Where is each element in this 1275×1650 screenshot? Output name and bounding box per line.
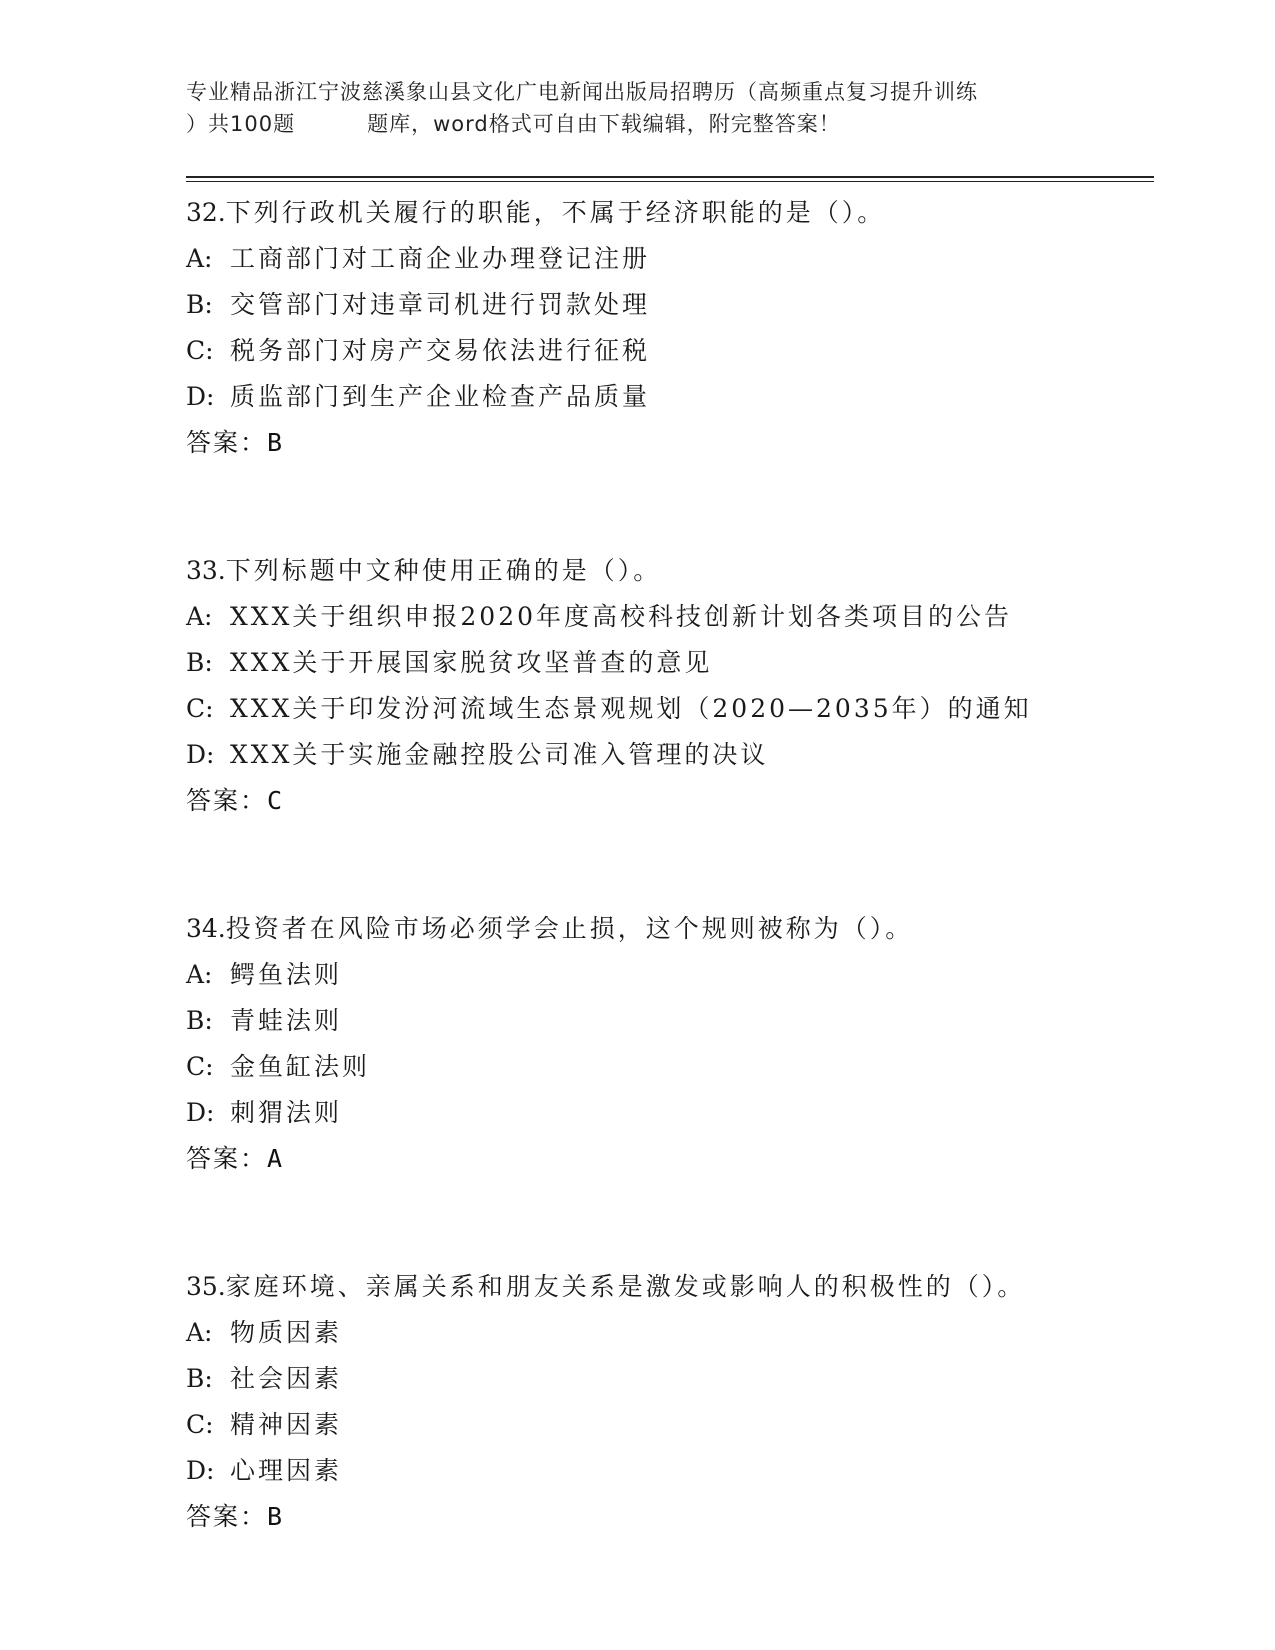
option-d <box>186 732 1146 778</box>
answer-value: C <box>267 786 285 815</box>
answer-prefix: 答案： <box>186 428 268 457</box>
option-b <box>186 998 1146 1044</box>
option-label: A: <box>186 602 213 631</box>
option-text: 社会因素 <box>230 1364 343 1393</box>
option-label: B: <box>186 1364 213 1393</box>
option-text: 刺猬法则 <box>230 1098 343 1127</box>
question-stem <box>186 1264 1146 1310</box>
option-text: XXX关于开展国家脱贫攻坚普查的意见 <box>230 648 713 677</box>
option-c <box>186 1044 1146 1090</box>
question-number: 33. <box>186 556 226 585</box>
option-text: 交管部门对违章司机进行罚款处理 <box>230 290 651 319</box>
option-b <box>186 282 1146 328</box>
question-stem <box>186 190 1146 236</box>
answer-value: B <box>267 428 285 457</box>
document-header <box>186 76 1086 140</box>
answer-value: B <box>267 1502 285 1531</box>
option-text: 质监部门到生产企业检查产品质量 <box>230 382 651 411</box>
question-33 <box>186 548 1146 824</box>
option-label: B: <box>186 648 213 677</box>
answer-prefix: 答案： <box>186 1502 268 1531</box>
answer-line <box>186 778 1146 824</box>
question-text: 下列标题中文种使用正确的是（）。 <box>225 556 662 585</box>
option-d <box>186 374 1146 420</box>
option-a <box>186 1310 1146 1356</box>
option-label: A: <box>186 244 213 273</box>
option-label: D: <box>186 1098 215 1127</box>
option-text: XXX关于印发汾河流域生态景观规划（2020—2035年）的通知 <box>230 694 1032 723</box>
header-line-2-part-b: 题库，word格式可自由下载编辑，附完整答案！ <box>367 112 841 136</box>
question-34 <box>186 906 1146 1182</box>
option-text: 心理因素 <box>230 1456 343 1485</box>
option-label: A: <box>186 1318 213 1347</box>
option-text: 精神因素 <box>230 1410 343 1439</box>
option-label: C: <box>186 694 214 723</box>
option-text: 税务部门对房产交易依法进行征税 <box>230 336 651 365</box>
option-label: C: <box>186 1052 214 1081</box>
option-d <box>186 1448 1146 1494</box>
option-label: D: <box>186 382 215 411</box>
answer-line <box>186 420 1146 466</box>
option-label: B: <box>186 1006 213 1035</box>
question-text: 投资者在风险市场必须学会止损，这个规则被称为（）。 <box>225 914 914 943</box>
answer-prefix: 答案： <box>186 1144 268 1173</box>
question-number: 34. <box>186 914 226 943</box>
option-c <box>186 686 1146 732</box>
question-35 <box>186 1264 1146 1540</box>
option-label: C: <box>186 1410 214 1439</box>
answer-value: A <box>267 1144 285 1173</box>
option-text: 金鱼缸法则 <box>230 1052 371 1081</box>
option-a <box>186 594 1146 640</box>
question-text: 下列行政机关履行的职能，不属于经济职能的是（）。 <box>225 198 886 227</box>
option-d <box>186 1090 1146 1136</box>
option-text: XXX关于实施金融控股公司准入管理的决议 <box>230 740 769 769</box>
question-32 <box>186 190 1146 466</box>
option-label: D: <box>186 1456 215 1485</box>
option-c <box>186 1402 1146 1448</box>
question-stem <box>186 906 1146 952</box>
header-line-2-part-a: ）共100题 <box>186 112 296 136</box>
option-text: 物质因素 <box>230 1318 343 1347</box>
option-label: C: <box>186 336 214 365</box>
option-c <box>186 328 1146 374</box>
option-b <box>186 640 1146 686</box>
header-divider-thin <box>186 181 1154 182</box>
option-a <box>186 952 1146 998</box>
answer-line <box>186 1494 1146 1540</box>
option-text: 青蛙法则 <box>230 1006 343 1035</box>
option-b <box>186 1356 1146 1402</box>
question-text: 家庭环境、亲属关系和朋友关系是激发或影响人的积极性的（）。 <box>225 1272 1026 1301</box>
header-line-2 <box>186 108 1086 140</box>
option-label: D: <box>186 740 215 769</box>
question-number: 35. <box>186 1272 226 1301</box>
option-label: B: <box>186 290 213 319</box>
option-label: A: <box>186 960 213 989</box>
option-text: XXX关于组织申报2020年度高校科技创新计划各类项目的公告 <box>230 602 1013 631</box>
question-stem <box>186 548 1146 594</box>
question-list <box>186 190 1146 1540</box>
header-divider-thick <box>186 176 1154 178</box>
answer-prefix: 答案： <box>186 786 268 815</box>
answer-line <box>186 1136 1146 1182</box>
option-a <box>186 236 1146 282</box>
question-number: 32. <box>186 198 226 227</box>
header-line-1: 专业精品浙江宁波慈溪象山县文化广电新闻出版局招聘历（高频重点复习提升训练 <box>186 80 978 104</box>
option-text: 工商部门对工商企业办理登记注册 <box>230 244 651 273</box>
option-text: 鳄鱼法则 <box>230 960 343 989</box>
